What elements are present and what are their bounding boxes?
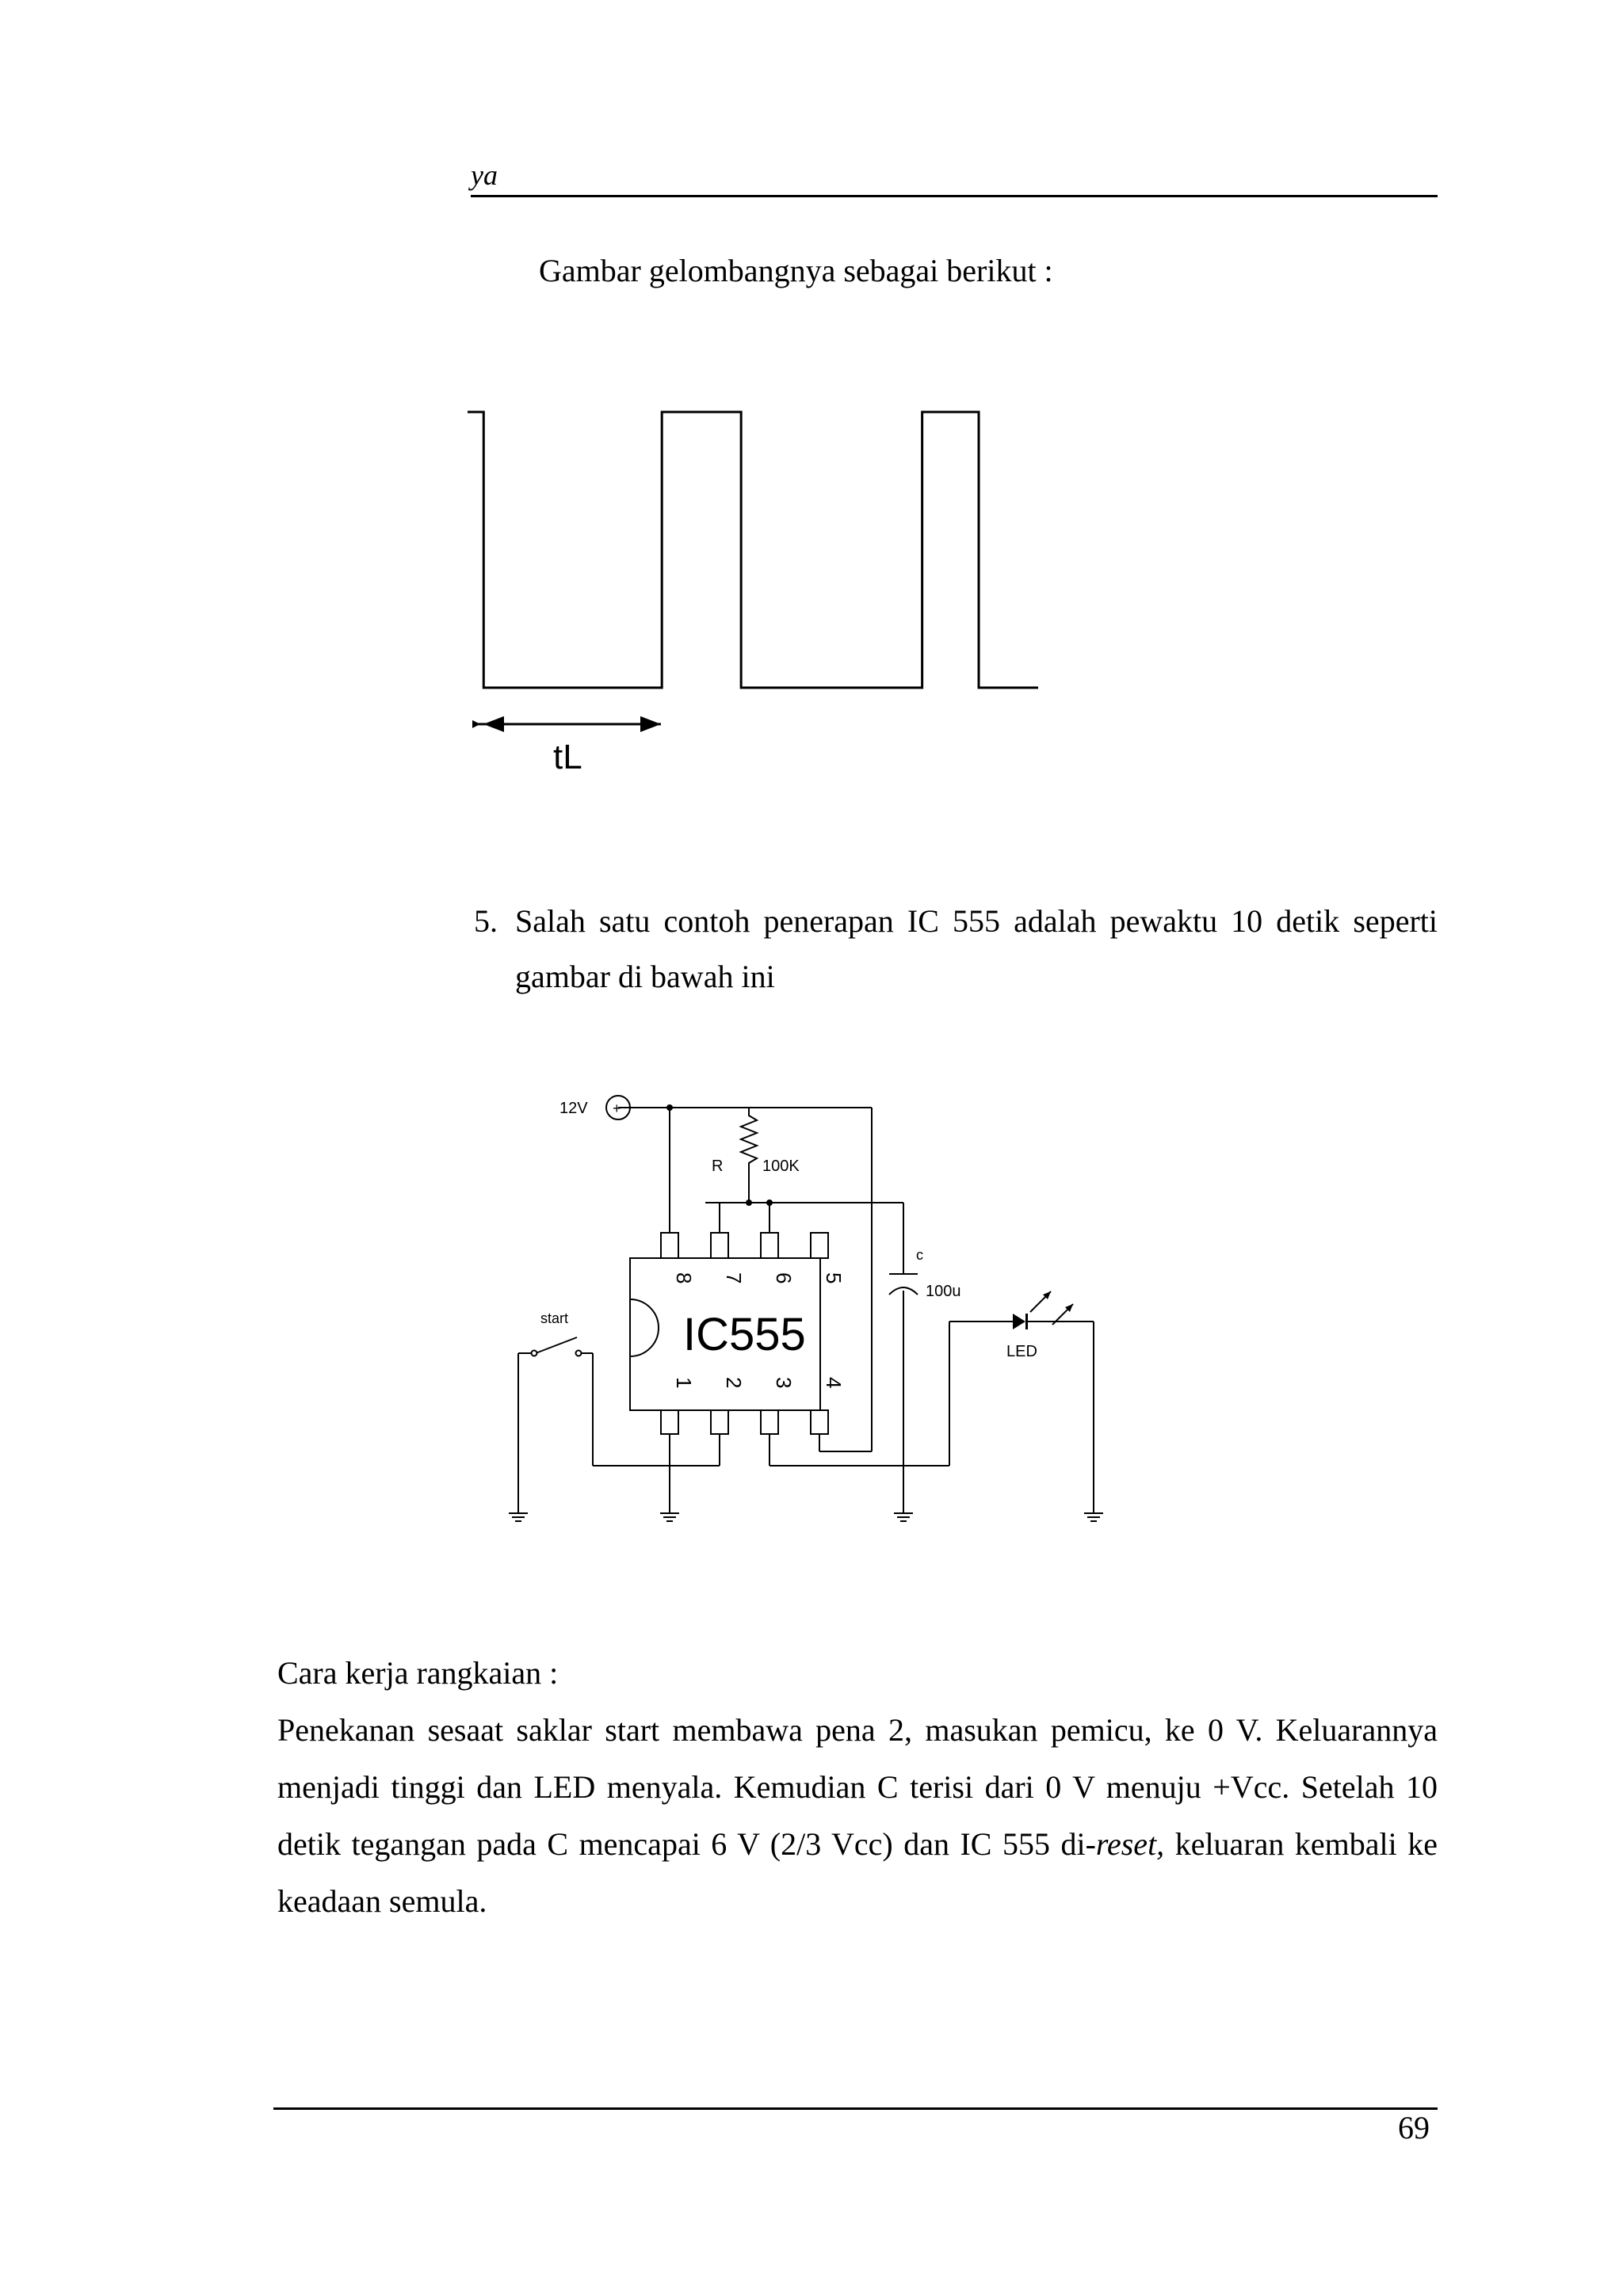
footer-rule (273, 2107, 1438, 2110)
pin-label-6: 6 (772, 1272, 796, 1284)
ground-icon (660, 1513, 679, 1521)
waveform-intro: Gambar gelombangnya sebagai berikut : (539, 253, 1053, 288)
square-wave (468, 412, 1038, 688)
running-header: ya (471, 159, 498, 191)
switch-label: start (540, 1310, 569, 1326)
pin-label-2: 2 (722, 1377, 746, 1389)
capacitor-value: 100u (926, 1283, 961, 1300)
waveform-diagram (468, 396, 1054, 784)
tl-label: tL (553, 738, 582, 776)
ic555-timer-circuit (475, 1062, 1157, 1545)
switch-lever (536, 1337, 577, 1353)
ground-icon (1084, 1513, 1103, 1521)
paragraph-italic: reset, (1095, 1826, 1165, 1862)
resistor-name: R (712, 1158, 724, 1175)
tl-arrow (472, 716, 661, 732)
resistor-value: 100K (762, 1158, 800, 1175)
paragraph-text: Penekanan sesaat saklar start membawa pena 2, masukan pemicu, ke 0 V. Keluarannya menjadi tinggi dan LED menyala. Kemudian C terisi dari 0 V menuju +Vcc. Setelah 10 detik tegangan pada C mencapai 6 V (2/3 Vcc) dan IC 555 di- (277, 1712, 1438, 1862)
led-icon (1013, 1314, 1025, 1329)
list-item-5 (474, 894, 1438, 1005)
page-number: 69 (1398, 2110, 1430, 2145)
supply-plus: + (613, 1100, 621, 1116)
list-number: 5. (474, 903, 498, 939)
paragraph-lead: Cara kerja rangkaian : (277, 1655, 559, 1691)
explanation-paragraph (277, 1645, 1438, 1930)
header-rule (471, 195, 1438, 197)
led-label: LED (1006, 1343, 1037, 1360)
ic-label: IC555 (683, 1309, 806, 1360)
paragraph-body (277, 1702, 1438, 1930)
paragraph-text-end: keluaran kembali ke keadaan semula. (277, 1826, 1438, 1919)
pin-label-4: 4 (822, 1377, 846, 1389)
pin-label-8: 8 (672, 1272, 696, 1284)
resistor-symbol (741, 1108, 757, 1171)
list-item-text: Salah satu contoh penerapan IC 555 adalah pewaktu 10 detik seperti gambar di bawah ini (515, 903, 1438, 994)
pin-label-3: 3 (772, 1377, 796, 1389)
pin-label-5: 5 (822, 1272, 846, 1284)
pin-label-1: 1 (672, 1377, 696, 1389)
ground-icon (894, 1513, 913, 1521)
pin-label-7: 7 (722, 1272, 746, 1284)
capacitor-name: c (916, 1247, 923, 1263)
supply-label: 12V (559, 1100, 588, 1117)
ground-icon (509, 1513, 528, 1521)
